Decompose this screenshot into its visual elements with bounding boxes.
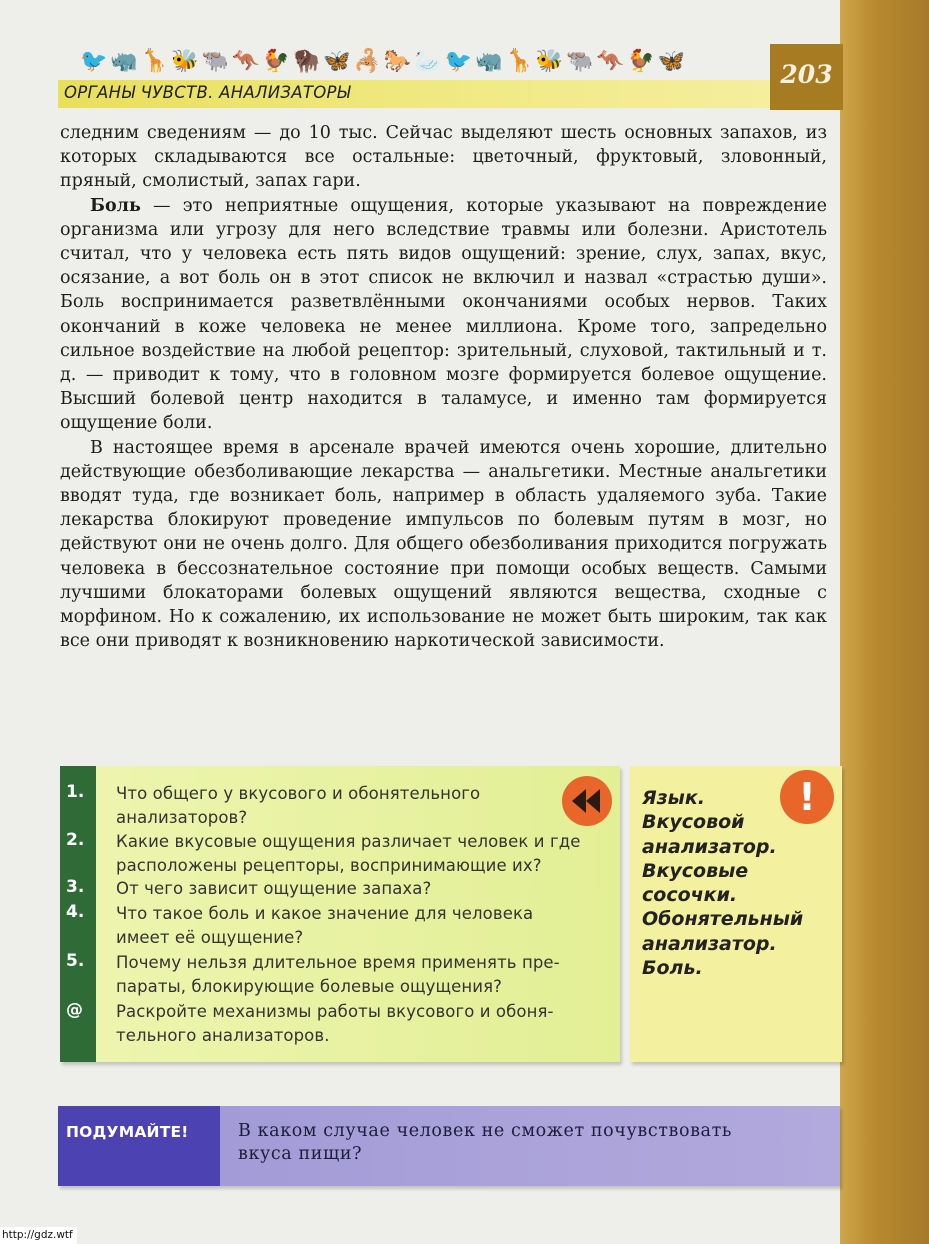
key-terms-list xyxy=(642,786,838,980)
question-1-line-2: анализаторов? xyxy=(116,807,248,827)
paragraph-3: В настоящее время в арсенале врачей имеются очень хорошие, длительно действующие обезболивающие лекарства — анальгетики. Местные анальгетики вводят туда, где возникает боль, например в область удаляемого зуба. Такие лекарства блокируют проведение импульсов по болевым путям в мозг, но действуют они не очень долго. Для общего обезболивания приходится погружать человека в бессознательное состояние при помощи особых веществ. Самыми лучшими блокаторами болевых ощущений являются вещества, сходные с морфином. Но к сожалению, их использование не может быть широким, так как все они приводят к возникновению наркотической зависимости. xyxy=(60,437,827,652)
question-5-line-1: Почему нельзя длительное время применять пре- xyxy=(116,953,560,972)
animal-silhouettes-icon: 🐦🦏🦒🐝🐃🦘🐓🦬🦋🦂🐎🦢🐦🦏🦒🐝🐃🦘🐓🦋 xyxy=(80,49,688,74)
think-label-box xyxy=(58,1106,220,1186)
think-question-line-1: В каком случае человек не сможет почувствовать xyxy=(238,1121,732,1141)
question-1 xyxy=(116,782,596,829)
key-terms-panel xyxy=(630,766,842,1062)
question-5 xyxy=(116,951,596,998)
question-number-1: 1. xyxy=(66,782,85,802)
key-term-line: Обонятельный xyxy=(642,908,804,931)
rewind-arrows-icon xyxy=(562,776,612,826)
term-pain: Боль xyxy=(90,195,141,216)
question-2 xyxy=(116,830,596,877)
exclamation-icon: ! xyxy=(780,770,834,824)
question-number-5: 5. xyxy=(66,951,85,971)
chapter-header-band xyxy=(58,80,770,108)
think-label: ПОДУМАЙТЕ! xyxy=(66,1123,189,1141)
page-number-box xyxy=(770,44,843,110)
question-4 xyxy=(116,902,596,949)
key-term-line: Вкусовой xyxy=(642,811,745,834)
key-term-line: анализатор. xyxy=(642,932,777,955)
question-4-line-2: имеет её ощущение? xyxy=(116,927,304,947)
question-2-line-1: Какие вкусовые ощущения различает человек и где xyxy=(116,832,581,851)
main-text xyxy=(60,121,827,653)
think-question-line-2: вкуса пищи? xyxy=(238,1144,363,1164)
question-6-line-1: Раскройте механизмы работы вкусового и обоня- xyxy=(116,1002,554,1021)
question-number-6: @ xyxy=(66,1000,83,1020)
question-6 xyxy=(116,1000,596,1047)
question-4-line-1: Что такое боль и какое значение для человека xyxy=(116,904,534,923)
chapter-title: ОРГАНЫ ЧУВСТВ. АНАЛИЗАТОРЫ xyxy=(64,83,351,102)
question-number-4: 4. xyxy=(66,902,85,922)
key-term-line: Язык. xyxy=(642,787,705,809)
think-question xyxy=(238,1120,838,1166)
question-1-line-1: Что общего у вкусового и обонятельного xyxy=(116,784,481,803)
question-number-3: 3. xyxy=(66,877,85,897)
key-term-line: Вкусовые xyxy=(642,859,749,882)
question-5-line-2: параты, блокирующие болевые ощущения? xyxy=(116,976,503,996)
question-3-line-1: От чего зависит ощущение запаха? xyxy=(116,879,432,898)
think-panel xyxy=(58,1106,840,1186)
key-term-line: сосочки. xyxy=(642,884,738,907)
page-number: 203 xyxy=(780,60,833,89)
review-questions-panel xyxy=(60,766,620,1062)
question-number-2: 2. xyxy=(66,830,85,850)
question-6-line-2: тельного анализаторов. xyxy=(116,1025,330,1045)
rewind-icon xyxy=(562,776,612,826)
paragraph-2-text: — это неприятные ощущения, которые указывают на повреждение организма или угрозу для него вследствие травмы или болезни. Аристотель считал, что у человека есть пять видов ощущений: зрение, слух, запах, вкус, осязание, а вот боль он в этот список не включил и назвал «страстью души». Боль воспринимается разветвлёнными окончаниями особых нервов. Таких окончаний в коже человека не менее миллиона. Кроме того, запредельно сильное воздействие на любой рецептор: зрительный, слуховой, тактильный и т. д. — приводит к тому, что в головном мозге формируется болевое ощущение. Высший болевой центр находится в таламусе, и именно там формируется ощущение боли. xyxy=(60,195,827,434)
paragraph-2 xyxy=(60,194,827,436)
watermark-link[interactable]: http://gdz.wtf xyxy=(0,1227,77,1244)
key-term-line: Боль. xyxy=(642,957,703,980)
question-3 xyxy=(116,877,596,901)
right-page-edge xyxy=(840,0,929,1244)
key-term-line: анализатор. xyxy=(642,835,777,858)
question-2-line-2: расположены рецепторы, воспринимающие их? xyxy=(116,855,542,875)
paragraph-1: следним сведениям — до 10 тыс. Сейчас выделяют шесть основных запахов, из которых складываются все остальные: цветочный, фруктовый, зловонный, пряный, смолистый, запах гари. xyxy=(60,123,827,192)
